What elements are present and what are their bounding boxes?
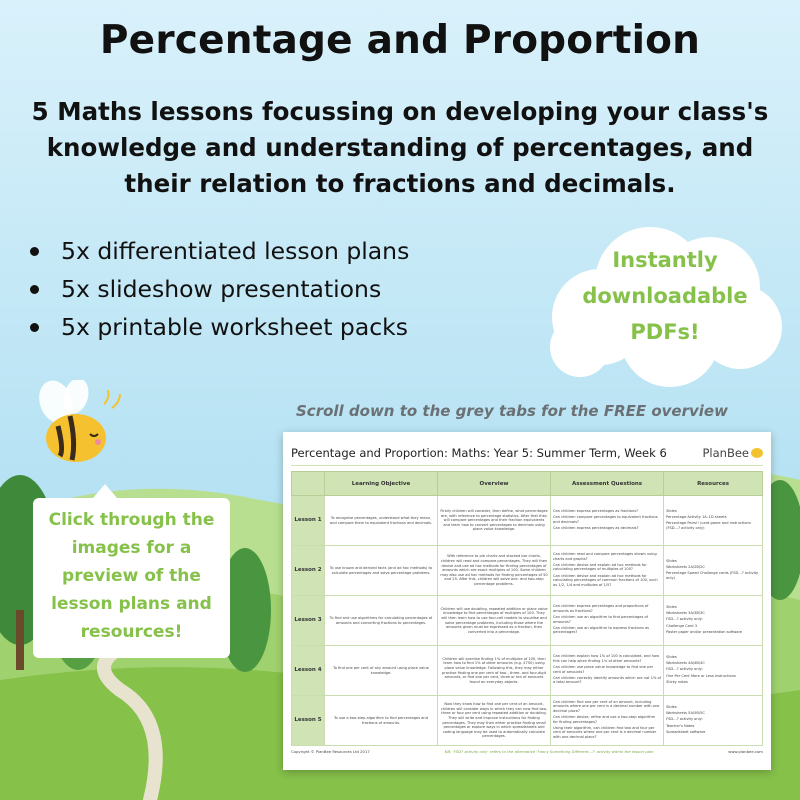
page-title: Percentage and Proportion	[99, 18, 701, 63]
doc-title: Percentage and Proportion: Maths: Year 5: Summer Term, Week 6	[291, 445, 667, 460]
preview-callout: Click through the images for a preview of the lesson plans and resources!	[33, 498, 230, 658]
bullet-icon	[30, 323, 39, 332]
feature-item: 5x printable worksheet packs	[30, 308, 409, 346]
table-row: Lesson 4 To find one per cent of any amount using place value knowledge. Children will practise finding 1% of multiples of 100, then learn how to find 1% of other amounts (e.g. £750) using place value knowledge. Following this, they may either practise finding one per cent of two-, three- and four-digit amounts, or find one per cent, three or ten of amounts found on everyday objects. Can children explain how 1% of 100 is calculated, and how this can help when finding 1% of other amounts? Can children use place value knowledge to find one per cent of amounts? Can children correctly identify amounts which are not 1% of a total amount? Slides Worksheets 4A/4B/4C FSD…? activity only: One Per Cent More or Less instructions Sticky notes	[292, 646, 763, 696]
bullet-icon	[30, 285, 39, 294]
table-row: Lesson 2 To use known and derived facts (and ad hoc methods) to calculate percentages and solve percentage problems. With reference to pie charts and stacked bar charts, children will read and compare percentages. They will then devise and use ad hoc methods for finding percentages of amounts which are exact multiples of 100. Some children may also use ad hoc methods for finding percentages of 50 and 25. After this, children will solve one- and two-step percentage problems. Can children read and compare percentages shown using charts and graphs? Can children devise and explain ad hoc methods for calculating percentages of multiples of 100? Can children devise and explain ad hoc methods for calculating percentages of common fractions of 100, such as 1/2, 1/4 and multiples of 1/5? Slides Worksheets 2A/2B/2C Percentage Speed Challenge cards (FSD…? activity only)	[292, 546, 763, 596]
table-row: Lesson 3 To find and use algorithms for calculating percentages of amounts and converting fractions to percentages. Children will use doubling, repeated addition or place value knowledge to find percentages of multiples of 100. They will then learn how to use four-cell models to visualise and solve percentage problems, including those where the amounts given must be expressed as a fraction, then converted into a percentage. Can children express percentages and proportions of amounts as fractions? Can children use an algorithm to find percentages of amounts? Can children use an algorithm to express fractions as percentages? Slides Worksheets 3A/3B/3C FSD…? activity only: Challenge Card 3 Poster paper and/or presentation software	[292, 596, 763, 646]
feature-item: 5x slideshow presentations	[30, 270, 409, 308]
doc-header	[291, 440, 763, 466]
column-header: Assessment Questions	[551, 472, 664, 496]
feature-list	[30, 232, 409, 346]
column-header: Resources	[664, 472, 763, 496]
column-header: Learning Objective	[324, 472, 437, 496]
bullet-icon	[30, 247, 39, 256]
column-header: Overview	[438, 472, 551, 496]
table-header-row	[292, 472, 763, 496]
bee-logo-icon	[751, 448, 763, 458]
bee-icon	[28, 380, 138, 470]
instant-download-badge: Instantly downloadable PDFs!	[582, 248, 748, 344]
planbee-logo: PlanBee	[702, 446, 763, 460]
lesson-plan-preview	[283, 432, 771, 770]
scroll-note: Scroll down to the grey tabs for the FREE overview	[296, 402, 728, 420]
table-row: Lesson 5 To use a two-step algorithm to find percentages and fractions of amounts. Now they know how to find one per cent of an amount, children will consider ways in which they can now find two, three or four per cent using repeated addition or doubling. They will write and improve instructions for finding percentages. They may then either practise finding small percentages or explore ways in which spreadsheets and coding language may be used to automatically calculate percentages. Can children find one per cent of an amount, including amounts where one per cent is a decimal number with one decimal place? Can children devise, refine and use a two-step algorithm for finding percentages? Using their algorithm, can children find two and four per cent of amounts where one per cent is a decimal number with one decimal place? Slides Worksheets 5A/5B/5C FSD…? activity only: Teacher's Notes Spreadsheet software	[292, 696, 763, 746]
page-subtitle: 5 Maths lessons focussing on developing your class's knowledge and understanding of percentages, and their relation to fractions and decimals.	[31, 97, 769, 198]
table-row: Lesson 1 To recognise percentages, understand what they mean, and compare them to equivalent fractions and decimals. Firstly children will consider, then define, what percentages are, with reference to percentage statistics. After that they will compare percentages and their fraction equivalents and learn how to convert percentages to decimals using place value knowledge. Can children express percentages as fractions? Can children compare percentages to equivalent fractions and decimals? Can children express percentages as decimals? Slides Percentage Activity 1A–1D sheets Percentage Pairs!! (card game and instructions (FSD…? activity only)	[292, 496, 763, 546]
lesson-table	[291, 471, 763, 746]
doc-footer: Copyright © PlanBee Resources Ltd 2017 NB: 'FSD? activity only' refers to the alternative 'Fancy Something Different…?' activity within the lesson plan www.planbee.com	[291, 749, 763, 754]
feature-item: 5x differentiated lesson plans	[30, 232, 409, 270]
